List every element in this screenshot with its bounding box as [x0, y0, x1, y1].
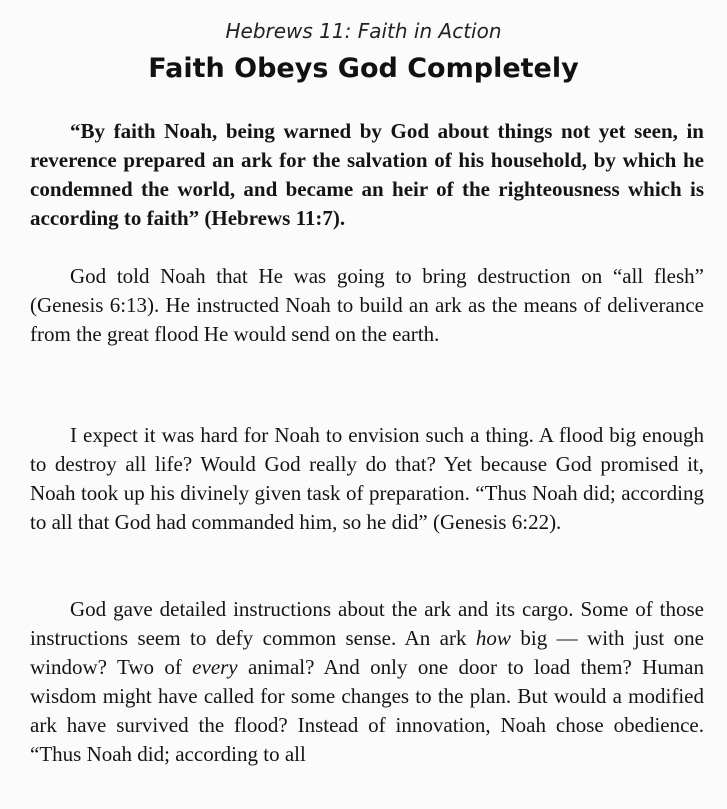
paragraph-2: [30, 421, 704, 537]
paragraph-1: [30, 262, 704, 349]
paragraph-3: [30, 595, 704, 769]
paragraph-2-text: I expect it was hard for Noah to envision such a thing. A flood big enough to destroy all life? Would God really do that? Yet because God promised it, Noah took up his divinely given task of preparation. “Thus Noah did; according to all that God had commanded him, so he did” (Genesis 6:22).: [30, 423, 704, 534]
scripture-quote-text: “By faith Noah, being warned by God about things not yet seen, in reverence prepared an ark for the salvation of his household, by which he condemned the world, and became an heir of the righteousness which is according to faith” (Hebrews 11:7).: [30, 119, 704, 230]
paragraph-3-part-c: big — with just one window? Two of: [30, 626, 704, 679]
paragraph-3-text: [30, 595, 704, 769]
paragraph-3-part-a: God gave detailed instructions about the ark and its cargo. Some of those instructions seem to defy common sense. An ark: [30, 597, 704, 650]
paragraph-3-emphasis-every: every: [192, 655, 238, 679]
paragraph-1-text: God told Noah that He was going to bring destruction on “all flesh” (Genesis 6:13). He instructed Noah to build an ark as the means of deliverance from the great flood He would send on the earth.: [30, 264, 704, 346]
paragraph-3-emphasis-how: how: [475, 626, 511, 650]
paragraph-3-part-e: animal? And only one door to load them? Human wisdom might have called for some changes to the plan. But would a modified ark have survived the flood? Instead of innovation, Noah chose obedience. “Thus Noah did; according to all: [30, 655, 704, 766]
page-title: Faith Obeys God Completely: [148, 53, 579, 84]
series-heading: Hebrews 11: Faith in Action: [225, 19, 502, 43]
scripture-quote: [30, 117, 704, 233]
